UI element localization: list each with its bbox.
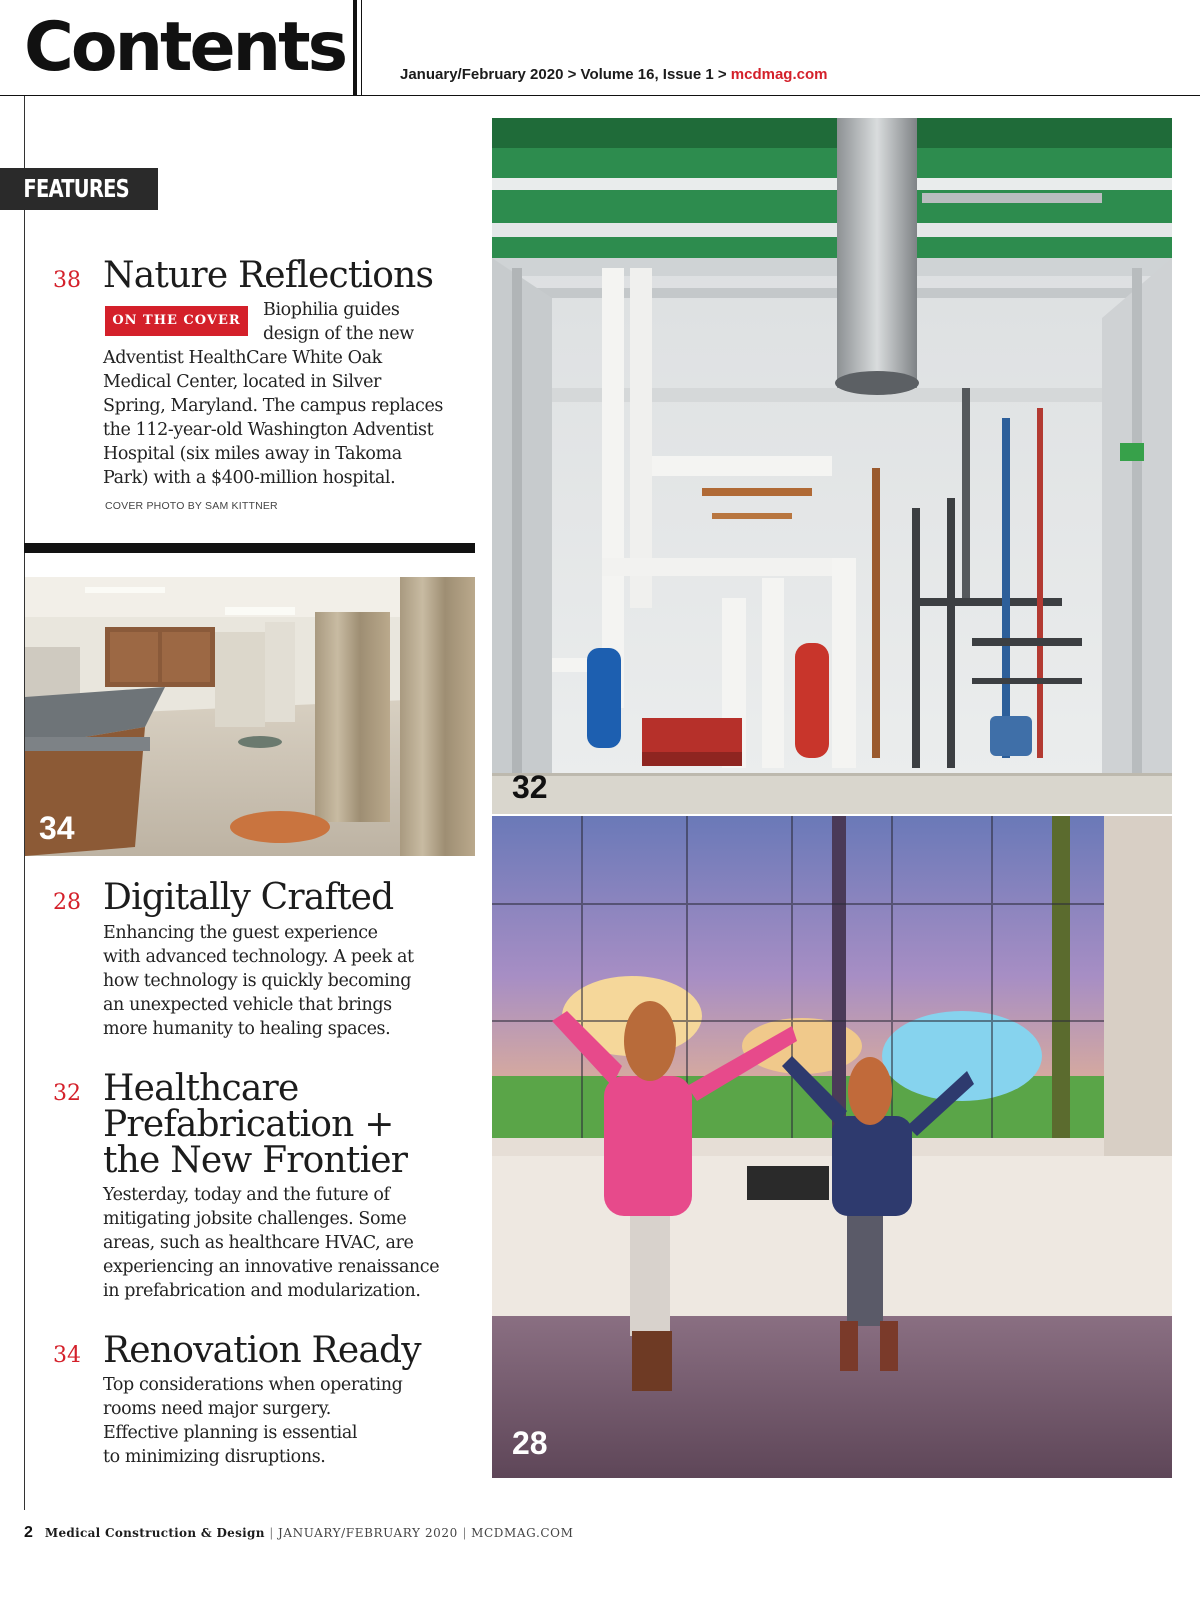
- article-description-line: Spring, Maryland. The campus replaces: [103, 396, 443, 416]
- article-description-line: Park) with a $400-million hospital.: [103, 468, 396, 488]
- article-description-line: with advanced technology. A peek at: [103, 947, 414, 967]
- article-description-line: how technology is quickly becoming: [103, 971, 412, 991]
- article-description-line: design of the new: [263, 324, 414, 344]
- article-description-line: experiencing an innovative renaissance: [103, 1257, 440, 1277]
- issue-separator: >: [717, 66, 727, 83]
- header-divider-thin: [361, 0, 362, 96]
- footer-divider: |: [462, 1526, 467, 1540]
- article-title[interactable]: Digitally Crafted: [103, 877, 394, 918]
- footer-site[interactable]: MCDMAG.COM: [471, 1526, 574, 1540]
- article-title-line[interactable]: Prefabrication +: [103, 1104, 394, 1145]
- article-description-line: an unexpected vehicle that brings: [103, 995, 392, 1015]
- hospital-hallway-photo[interactable]: [25, 577, 475, 856]
- article-description-line: rooms need major surgery.: [103, 1399, 331, 1419]
- magazine-name: Medical Construction & Design: [44, 1526, 265, 1540]
- article-title-line[interactable]: the New Frontier: [103, 1140, 408, 1181]
- article-title[interactable]: Renovation Ready: [103, 1330, 421, 1371]
- article-description-line: Medical Center, located in Silver: [103, 372, 381, 392]
- article-description-line: more humanity to healing spaces.: [103, 1019, 391, 1039]
- page-title: Contents: [24, 8, 346, 87]
- issue-volume: Volume 16, Issue 1: [580, 66, 714, 83]
- footer-divider: |: [269, 1526, 273, 1540]
- article-description-line: mitigating jobsite challenges. Some: [103, 1209, 407, 1229]
- header-divider-thick: [353, 0, 357, 96]
- issue-info: [400, 66, 827, 83]
- cover-photo-credit: COVER PHOTO BY SAM KITTNER: [105, 500, 278, 512]
- section-divider: [24, 543, 475, 553]
- article-title[interactable]: Nature Reflections: [103, 255, 434, 296]
- interactive-screen-photo[interactable]: [492, 816, 1172, 1478]
- article-page-number: 32: [53, 1081, 81, 1106]
- article-page-number: 38: [53, 268, 81, 293]
- article-page-number: 34: [53, 1343, 81, 1368]
- photo-page-label: 34: [39, 810, 75, 846]
- footer-issue: JANUARY/FEBRUARY 2020: [277, 1526, 458, 1540]
- article-description-line: Effective planning is essential: [103, 1423, 358, 1443]
- article-title-line[interactable]: Healthcare: [103, 1068, 299, 1109]
- mechanical-room-photo[interactable]: [492, 118, 1172, 814]
- article-description-line: the 112-year-old Washington Adventist: [103, 420, 434, 440]
- article-description-line: Biophilia guides: [263, 300, 400, 320]
- site-link[interactable]: mcdmag.com: [730, 66, 828, 83]
- article-description-line: Yesterday, today and the future of: [103, 1185, 390, 1205]
- photo-page-label: 28: [512, 1425, 548, 1461]
- issue-separator: >: [567, 66, 577, 83]
- on-the-cover-badge: ON THE COVER: [105, 306, 248, 336]
- article-description-line: Top considerations when operating: [103, 1375, 403, 1395]
- page-number: 2: [24, 1524, 33, 1541]
- header-bottom-rule: [0, 95, 1200, 96]
- issue-date: January/February 2020: [400, 66, 564, 83]
- article-description-line: Enhancing the guest experience: [103, 923, 378, 943]
- article-description-line: in prefabrication and modularization.: [103, 1281, 421, 1301]
- photo-page-label: 32: [512, 769, 548, 805]
- article-description-line: to minimizing disruptions.: [103, 1447, 326, 1467]
- article-description-line: Adventist HealthCare White Oak: [103, 348, 382, 368]
- article-description-line: Hospital (six miles away in Takoma: [103, 444, 402, 464]
- page-footer: [24, 1524, 573, 1542]
- article-page-number: 28: [53, 890, 81, 915]
- article-description-line: areas, such as healthcare HVAC, are: [103, 1233, 414, 1253]
- section-label: FEATURES: [23, 174, 129, 203]
